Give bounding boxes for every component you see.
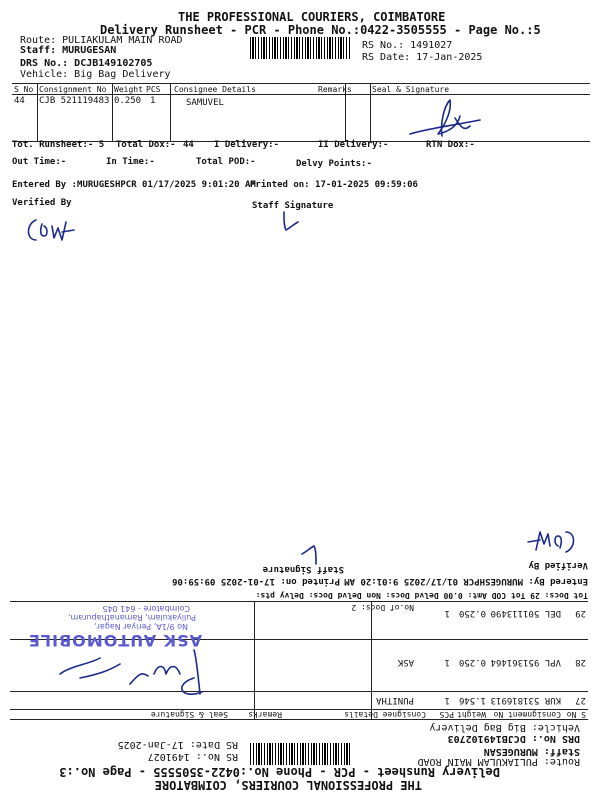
cell-consignee: ASK: [397, 657, 414, 667]
cell-pcs: 1: [444, 608, 450, 618]
drs-number: DRS No.: DCJB149102703: [447, 733, 580, 744]
rs-date: RS Date: 17-Jan-2025: [117, 739, 238, 750]
col-header-remarks: Remarks: [248, 710, 282, 719]
cell-sno: 28: [575, 657, 586, 667]
cell-pcs: 1: [444, 695, 450, 705]
staff-signature-mark: [294, 542, 324, 568]
recipient-signature: [20, 644, 220, 704]
stamp-line-3: Coimbatore - 641 045: [102, 604, 190, 613]
cell-consignment: CJB 521119483: [39, 96, 110, 106]
staff-signature-label: Staff Signature: [262, 564, 344, 574]
verifier-signature: [520, 522, 580, 562]
cell-weight: 0.250: [114, 96, 142, 106]
runsheet-title: Delivery Runsheet - PCR - Phone No.:0422-3505555 - Page No.:3: [59, 765, 500, 779]
printed-on: Printed on: 17-01-2025 09:59:06: [172, 576, 340, 586]
cell-consignee: PUNITHA: [376, 695, 414, 705]
col-header-remarks: Remarks: [318, 85, 352, 94]
total-dox-value: 44: [183, 140, 194, 150]
in-time: In Time:-: [106, 157, 155, 167]
runsheet-title: Delivery Runsheet - PCR - Phone No.:0422-3505555 - Page No.:5: [100, 23, 541, 37]
tot-runsheet: Tot. Runsheet:- 5: [12, 140, 105, 150]
col-header-pcs: PCS: [146, 85, 161, 94]
entered-by: Entered By :MURUGESHPCR 01/17/2025 9:01:20 AM: [12, 180, 256, 190]
col-header-consignee: Consignee Details: [174, 85, 256, 94]
cell-consignment: VPL 951361464: [490, 657, 561, 667]
entered-by: Entered By: MURUGESHPCR 01/17/2025 9:01:20 AM: [344, 576, 588, 586]
cell-pcs: 1: [444, 657, 450, 667]
col-header-seal: Seal & Signature: [150, 710, 228, 719]
delvy-points: Delvy Points:-: [296, 159, 372, 169]
cell-pcs: 1: [150, 96, 156, 106]
company-name: THE PROFESSIONAL COURIERS, COIMBATORE: [154, 778, 422, 792]
total-pod: Total POD:-: [196, 157, 256, 167]
company-name: THE PROFESSIONAL COURIERS, COIMBATORE: [178, 10, 446, 24]
total-dox-label: Total Dox:-: [116, 140, 176, 150]
barcode: [250, 743, 350, 765]
verified-by-label: Verified By: [528, 560, 588, 570]
verified-by-label: Verified By: [12, 198, 72, 208]
rs-date: RS Date: 17-Jan-2025: [362, 52, 483, 63]
totals-row: Tot Docs: 29 Tot COD Amt: 0.00 Delvd Docs: Non Delvd Docs: Delvy pts:: [255, 591, 588, 600]
staff: Staff: MURUGESAN: [20, 45, 117, 56]
vehicle: Vehicle: Big Bag Delivery: [20, 69, 171, 80]
cell-consignment: KUR 531816913: [490, 695, 561, 705]
cell-doc-count: No.of Docs: 2: [351, 603, 414, 612]
cell-weight: 0.250: [458, 608, 486, 618]
stamp-name: ASK AUTOMOBILE: [27, 631, 202, 650]
out-time: Out Time:-: [12, 157, 67, 167]
printed-on: Printed on: 17-01-2025 09:59:06: [250, 180, 418, 190]
col-header-consignee: Consignee Details: [344, 710, 426, 719]
vehicle: Vehicle: Big Bag Delivery: [429, 722, 580, 733]
cell-weight: 0.250: [458, 657, 486, 667]
seal-signature-scribble: [400, 96, 490, 146]
col-header-consignment: Consignment No: [39, 85, 107, 94]
col-header-sno: S No: [14, 85, 34, 94]
cell-consignment: DEL 501113490: [490, 608, 561, 618]
col-header-consignment: Consignment No: [493, 710, 561, 719]
rtn-dox: RTN Dox:-: [426, 140, 475, 150]
cell-sno: 29: [575, 608, 586, 618]
table-header-rule: [12, 94, 590, 95]
ii-delivery: II Delivery:-: [318, 140, 389, 150]
verifier-signature: [22, 210, 82, 250]
barcode: [250, 37, 350, 59]
rs-number: RS No.: 1491027: [147, 751, 238, 762]
route: Route: PULIAKULAM MAIN ROAD: [417, 756, 580, 767]
staff-signature-mark: [276, 208, 306, 234]
col-header-pcs: PCS: [439, 710, 454, 719]
cell-consignee: SAMUVEL: [186, 98, 224, 108]
staff-signature-label: Staff Signature: [252, 201, 334, 211]
rs-number: RS No.: 1491027: [362, 40, 453, 51]
col-header-sno: S No: [566, 710, 586, 719]
cell-sno: 44: [14, 96, 25, 106]
col-header-weight: Weight: [114, 85, 143, 94]
staff: Staff: MURUGESAN: [483, 746, 580, 757]
col-header-weight: Weight: [457, 710, 486, 719]
table-top-rule: [12, 83, 590, 84]
cell-weight: 1.546: [458, 695, 486, 705]
stamp-line-1: No 9/1A, Periyar Nagar,: [94, 622, 188, 631]
stamp-line-2: Puliyakulam, Ramanathapuram,: [67, 613, 196, 622]
runsheet-page-3-upside-down: [0, 400, 600, 800]
drs-number: DRS No.: DCJB149102705: [20, 58, 153, 69]
i-delivery: I Delivery:-: [214, 140, 280, 150]
route: Route: PULIAKULAM MAIN ROAD: [20, 35, 183, 46]
cell-sno: 27: [575, 695, 586, 705]
col-header-seal: Seal & Signature: [372, 85, 450, 94]
